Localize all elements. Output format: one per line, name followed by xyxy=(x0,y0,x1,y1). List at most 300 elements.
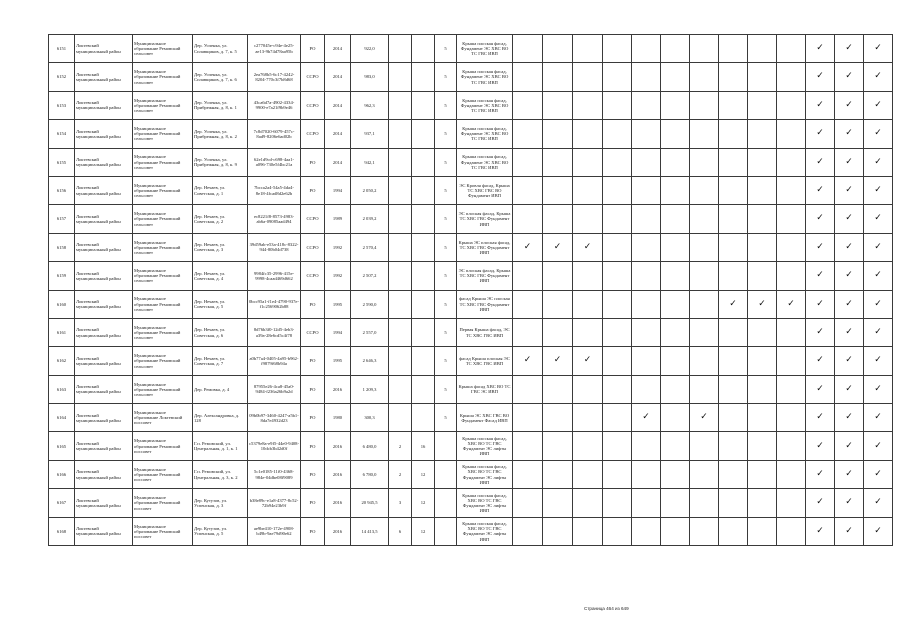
checkmark-icon: ✓ xyxy=(874,355,882,366)
floors-count-cell xyxy=(389,35,412,63)
work-mark-cell-7 xyxy=(690,148,719,176)
work-mark-cell-8 xyxy=(719,432,748,460)
work-mark-cell-5 xyxy=(632,120,661,148)
house-address-cell: Дер. Успенка, ул. Прибрежная, д. 8, к. 2 xyxy=(193,120,248,148)
entrances-count-cell xyxy=(412,120,435,148)
work-mark-cell-2 xyxy=(543,35,573,63)
work-mark-cell-12 xyxy=(835,347,864,375)
total-area-cell: 937,1 xyxy=(351,120,389,148)
checkmark-icon: ✓ xyxy=(583,241,592,252)
work-mark-cell-2 xyxy=(543,347,573,375)
checkmark-icon: ✓ xyxy=(816,128,824,139)
work-mark-cell-4 xyxy=(603,318,632,346)
work-mark-cell-3 xyxy=(573,205,603,233)
floors-count-cell xyxy=(389,63,412,91)
work-mark-cell-8 xyxy=(719,517,748,545)
work-mark-cell-4 xyxy=(603,432,632,460)
floors-count-cell xyxy=(389,233,412,261)
work-mark-cell-13 xyxy=(864,63,893,91)
work-mark-cell-4 xyxy=(603,120,632,148)
house-address-cell: Дер. Успенка, ул. Сплавщиков, д. 7, к. 5 xyxy=(193,35,248,63)
work-mark-cell-13 xyxy=(864,290,893,318)
work-mark-cell-7 xyxy=(690,432,719,460)
build-year-cell: 1994 xyxy=(325,318,351,346)
entrances-count-cell xyxy=(412,35,435,63)
house-guid-cell: 39d59ab-e53a-418c-8322-944-80b04d738 xyxy=(248,233,301,261)
work-mark-cell-8 xyxy=(719,176,748,204)
checkmark-icon: ✓ xyxy=(758,298,766,309)
checkmark-icon: ✓ xyxy=(845,525,853,536)
work-mark-cell-12 xyxy=(835,63,864,91)
work-mark-cell-6 xyxy=(661,63,690,91)
work-mark-cell-8 xyxy=(719,35,748,63)
floors-count-cell xyxy=(389,347,412,375)
work-mark-cell-7 xyxy=(690,120,719,148)
municipal-district-cell: Локтевский муниципальный район xyxy=(75,176,133,204)
work-mark-cell-9 xyxy=(748,91,777,119)
work-mark-cell-10 xyxy=(777,404,806,432)
work-mark-cell-12 xyxy=(835,120,864,148)
checkmark-icon: ✓ xyxy=(874,71,882,82)
municipal-entity-cell: Муниципальное образование Ремовский сельсовет xyxy=(133,148,193,176)
work-mark-cell-9 xyxy=(748,262,777,290)
checkmark-icon: ✓ xyxy=(874,128,882,139)
municipal-district-cell: Локтевский муниципальный район xyxy=(75,148,133,176)
work-mark-cell-3 xyxy=(573,290,603,318)
work-mark-cell-9 xyxy=(748,460,777,488)
repair-works-cell: Крыша плоская фасад, Фундамент ЭС ХВС ВО ТС ГВС ИВП xyxy=(457,120,513,148)
work-mark-cell-10 xyxy=(777,63,806,91)
work-mark-cell-2 xyxy=(543,148,573,176)
checkmark-icon: ✓ xyxy=(845,497,853,508)
checkmark-icon: ✓ xyxy=(816,440,824,451)
work-mark-cell-8 xyxy=(719,318,748,346)
work-mark-cell-6 xyxy=(661,148,690,176)
work-mark-cell-3 xyxy=(573,404,603,432)
work-mark-cell-12 xyxy=(835,318,864,346)
wall-material-cell: 5 xyxy=(435,205,457,233)
work-mark-cell-6 xyxy=(661,120,690,148)
checkmark-icon: ✓ xyxy=(729,298,737,309)
checkmark-icon: ✓ xyxy=(845,298,853,309)
housing-register-table xyxy=(48,34,893,546)
work-mark-cell-3 xyxy=(573,35,603,63)
entrances-count-cell xyxy=(412,347,435,375)
floors-count-cell: 2 xyxy=(389,460,412,488)
checkmark-icon: ✓ xyxy=(874,270,882,281)
work-mark-cell-12 xyxy=(835,91,864,119)
work-mark-cell-9 xyxy=(748,233,777,261)
house-address-cell: Дер. Александровка, д. 128 xyxy=(193,404,248,432)
work-mark-cell-3 xyxy=(573,176,603,204)
municipal-district-cell: Локтевский муниципальный район xyxy=(75,347,133,375)
row-number-cell: 6163 xyxy=(49,375,75,403)
work-mark-cell-7 xyxy=(690,205,719,233)
build-year-cell: 1994 xyxy=(325,176,351,204)
repair-works-cell: Крыша плоская фасад, ХВС ВО ТС ГВС Фундамент ЭС лифты ИВП xyxy=(457,460,513,488)
work-mark-cell-3 xyxy=(573,460,603,488)
work-mark-cell-5 xyxy=(632,290,661,318)
work-mark-cell-10 xyxy=(777,517,806,545)
entrances-count-cell xyxy=(412,375,435,403)
municipal-entity-cell: Муниципальное образование Ремовский поссовет xyxy=(133,517,193,545)
work-mark-cell-1 xyxy=(513,35,543,63)
repair-works-cell: Крыша плоская фасад, Фундамент ЭС ХВС ВО ТС ГВС ИВП xyxy=(457,35,513,63)
work-mark-cell-9 xyxy=(748,148,777,176)
work-mark-cell-5 xyxy=(632,318,661,346)
table-row xyxy=(49,318,893,346)
house-address-cell: Г.п. Ремовский, ул. Центральная, д. 1, к. 1 xyxy=(193,432,248,460)
work-mark-cell-10 xyxy=(777,318,806,346)
municipal-entity-cell: Муниципальное образование Локтевский поссовет xyxy=(133,404,193,432)
work-mark-cell-5 xyxy=(632,404,661,432)
work-mark-cell-3 xyxy=(573,63,603,91)
work-mark-cell-2 xyxy=(543,460,573,488)
work-mark-cell-4 xyxy=(603,262,632,290)
work-mark-cell-9 xyxy=(748,176,777,204)
work-mark-cell-7 xyxy=(690,375,719,403)
municipal-entity-cell: Муниципальное образование Ремовский сельсовет xyxy=(133,63,193,91)
work-mark-cell-9 xyxy=(748,432,777,460)
table-row xyxy=(49,262,893,290)
checkmark-icon: ✓ xyxy=(816,241,824,252)
work-mark-cell-2 xyxy=(543,517,573,545)
build-year-cell: 1995 xyxy=(325,347,351,375)
municipal-entity-cell: Муниципальное образование Ремовский сельсовет xyxy=(133,35,193,63)
management-type-cell: РО xyxy=(301,517,325,545)
house-address-cell: Дер. Ремовка, д. 4 xyxy=(193,375,248,403)
row-number-cell: 6162 xyxy=(49,347,75,375)
work-mark-cell-6 xyxy=(661,318,690,346)
work-mark-cell-9 xyxy=(748,347,777,375)
work-mark-cell-5 xyxy=(632,35,661,63)
wall-material-cell: 5 xyxy=(435,35,457,63)
management-type-cell: РО xyxy=(301,176,325,204)
checkmark-icon: ✓ xyxy=(874,412,882,423)
work-mark-cell-3 xyxy=(573,120,603,148)
build-year-cell: 1992 xyxy=(325,233,351,261)
table-row xyxy=(49,517,893,545)
municipal-entity-cell: Муниципальное образование Ремовский сельсовет xyxy=(133,347,193,375)
checkmark-icon: ✓ xyxy=(816,355,824,366)
table-row xyxy=(49,290,893,318)
municipal-entity-cell: Муниципальное образование Ремовский сельсовет xyxy=(133,120,193,148)
floors-count-cell xyxy=(389,120,412,148)
municipal-district-cell: Локтевский муниципальный район xyxy=(75,290,133,318)
work-mark-cell-1 xyxy=(513,176,543,204)
work-mark-cell-9 xyxy=(748,63,777,91)
repair-works-cell: Крыша плоская фасад, Фундамент ЭС ХВС ВО ТС ГВС ИВП xyxy=(457,148,513,176)
municipal-district-cell: Локтевский муниципальный район xyxy=(75,432,133,460)
municipal-entity-cell: Муниципальное образование Ремовский сельсовет xyxy=(133,91,193,119)
work-mark-cell-7 xyxy=(690,489,719,517)
wall-material-cell: 5 xyxy=(435,347,457,375)
work-mark-cell-11 xyxy=(806,262,835,290)
wall-material-cell xyxy=(435,489,457,517)
management-type-cell: РО xyxy=(301,290,325,318)
work-mark-cell-6 xyxy=(661,460,690,488)
build-year-cell: 2016 xyxy=(325,489,351,517)
build-year-cell: 2014 xyxy=(325,91,351,119)
house-address-cell: Дер. Нечаев, ул. Советская, д. 1 xyxy=(193,176,248,204)
floors-count-cell xyxy=(389,318,412,346)
work-mark-cell-13 xyxy=(864,91,893,119)
work-mark-cell-8 xyxy=(719,148,748,176)
work-mark-cell-6 xyxy=(661,489,690,517)
checkmark-icon: ✓ xyxy=(874,525,882,536)
work-mark-cell-8 xyxy=(719,233,748,261)
management-type-cell: ССРО xyxy=(301,91,325,119)
wall-material-cell: 5 xyxy=(435,375,457,403)
row-number-cell: 6159 xyxy=(49,262,75,290)
entrances-count-cell xyxy=(412,176,435,204)
municipal-district-cell: Локтевский муниципальный район xyxy=(75,35,133,63)
entrances-count-cell xyxy=(412,318,435,346)
work-mark-cell-6 xyxy=(661,404,690,432)
municipal-district-cell: Локтевский муниципальный район xyxy=(75,120,133,148)
work-mark-cell-4 xyxy=(603,375,632,403)
work-mark-cell-2 xyxy=(543,120,573,148)
wall-material-cell: 5 xyxy=(435,63,457,91)
work-mark-cell-8 xyxy=(719,262,748,290)
work-mark-cell-8 xyxy=(719,489,748,517)
work-mark-cell-12 xyxy=(835,148,864,176)
work-mark-cell-10 xyxy=(777,460,806,488)
checkmark-icon: ✓ xyxy=(816,412,824,423)
checkmark-icon: ✓ xyxy=(845,43,853,54)
wall-material-cell xyxy=(435,460,457,488)
checkmark-icon: ✓ xyxy=(816,43,824,54)
register-rows xyxy=(49,35,893,546)
work-mark-cell-1 xyxy=(513,91,543,119)
house-address-cell: Дер. Кутузов, ул. Успенская, д. 3 xyxy=(193,489,248,517)
wall-material-cell xyxy=(435,432,457,460)
entrances-count-cell xyxy=(412,404,435,432)
work-mark-cell-8 xyxy=(719,205,748,233)
municipal-entity-cell: Муниципальное образование Ремовский сельсовет xyxy=(133,318,193,346)
work-mark-cell-12 xyxy=(835,489,864,517)
work-mark-cell-4 xyxy=(603,489,632,517)
management-type-cell: РО xyxy=(301,489,325,517)
work-mark-cell-6 xyxy=(661,91,690,119)
work-mark-cell-7 xyxy=(690,517,719,545)
table-row xyxy=(49,460,893,488)
work-mark-cell-13 xyxy=(864,517,893,545)
row-number-cell: 6154 xyxy=(49,120,75,148)
management-type-cell: РО xyxy=(301,460,325,488)
work-mark-cell-11 xyxy=(806,432,835,460)
work-mark-cell-6 xyxy=(661,432,690,460)
work-mark-cell-4 xyxy=(603,404,632,432)
total-area-cell: 2 570,4 xyxy=(351,233,389,261)
work-mark-cell-11 xyxy=(806,290,835,318)
work-mark-cell-11 xyxy=(806,148,835,176)
total-area-cell: 962,3 xyxy=(351,91,389,119)
floors-count-cell: 6 xyxy=(389,517,412,545)
wall-material-cell: 5 xyxy=(435,148,457,176)
work-mark-cell-3 xyxy=(573,318,603,346)
municipal-district-cell: Локтевский муниципальный район xyxy=(75,404,133,432)
work-mark-cell-7 xyxy=(690,460,719,488)
work-mark-cell-7 xyxy=(690,318,719,346)
work-mark-cell-12 xyxy=(835,35,864,63)
checkmark-icon: ✓ xyxy=(816,213,824,224)
work-mark-cell-11 xyxy=(806,489,835,517)
work-mark-cell-11 xyxy=(806,120,835,148)
work-mark-cell-2 xyxy=(543,91,573,119)
total-area-cell: 2 050,2 xyxy=(351,176,389,204)
house-guid-cell: 43ca6d7a-4902-4334-9900-e7a21f9b9e46 xyxy=(248,91,301,119)
work-mark-cell-10 xyxy=(777,120,806,148)
entrances-count-cell: 16 xyxy=(412,432,435,460)
build-year-cell: 1995 xyxy=(325,290,351,318)
work-mark-cell-4 xyxy=(603,63,632,91)
checkmark-icon: ✓ xyxy=(816,99,824,110)
repair-works-cell: Крыша ЭС ХВС ГВС ВО Фундамент Фасад ИВП xyxy=(457,404,513,432)
wall-material-cell: 5 xyxy=(435,120,457,148)
work-mark-cell-8 xyxy=(719,91,748,119)
checkmark-icon: ✓ xyxy=(816,525,824,536)
total-area-cell: 2 039,2 xyxy=(351,205,389,233)
work-mark-cell-12 xyxy=(835,176,864,204)
checkmark-icon: ✓ xyxy=(845,440,853,451)
checkmark-icon: ✓ xyxy=(845,412,853,423)
repair-works-cell: ЭС плоская фасад, Крыша ТС ХВС ГВС Фундамент ИВП xyxy=(457,262,513,290)
work-mark-cell-2 xyxy=(543,233,573,261)
work-mark-cell-5 xyxy=(632,91,661,119)
checkmark-icon: ✓ xyxy=(874,298,882,309)
work-mark-cell-11 xyxy=(806,460,835,488)
work-mark-cell-13 xyxy=(864,347,893,375)
checkmark-icon: ✓ xyxy=(816,468,824,479)
municipal-district-cell: Локтевский муниципальный район xyxy=(75,233,133,261)
checkmark-icon: ✓ xyxy=(845,468,853,479)
house-guid-cell: 2ea768b5-6c17-4242-8204-770c3f7b8d68 xyxy=(248,63,301,91)
work-mark-cell-8 xyxy=(719,120,748,148)
work-mark-cell-11 xyxy=(806,233,835,261)
wall-material-cell: 5 xyxy=(435,318,457,346)
total-area-cell: 2 646,3 xyxy=(351,347,389,375)
municipal-district-cell: Локтевский муниципальный район xyxy=(75,460,133,488)
entrances-count-cell xyxy=(412,148,435,176)
entrances-count-cell xyxy=(412,290,435,318)
work-mark-cell-1 xyxy=(513,432,543,460)
checkmark-icon: ✓ xyxy=(874,440,882,451)
total-area-cell: 300,3 xyxy=(351,404,389,432)
build-year-cell: 2016 xyxy=(325,460,351,488)
management-type-cell: ССРО xyxy=(301,262,325,290)
work-mark-cell-11 xyxy=(806,91,835,119)
work-mark-cell-6 xyxy=(661,35,690,63)
build-year-cell: 1989 xyxy=(325,205,351,233)
work-mark-cell-1 xyxy=(513,262,543,290)
work-mark-cell-11 xyxy=(806,318,835,346)
work-mark-cell-6 xyxy=(661,375,690,403)
work-mark-cell-4 xyxy=(603,91,632,119)
checkmark-icon: ✓ xyxy=(874,185,882,196)
work-mark-cell-12 xyxy=(835,460,864,488)
house-address-cell: Дер. Нечаев, ул. Советская, д. 5 xyxy=(193,290,248,318)
work-mark-cell-5 xyxy=(632,460,661,488)
work-mark-cell-10 xyxy=(777,347,806,375)
work-mark-cell-7 xyxy=(690,262,719,290)
floors-count-cell xyxy=(389,176,412,204)
work-mark-cell-2 xyxy=(543,290,573,318)
work-mark-cell-7 xyxy=(690,290,719,318)
work-mark-cell-1 xyxy=(513,375,543,403)
work-mark-cell-5 xyxy=(632,63,661,91)
repair-works-cell: ЭС Кровля фасад, Крыша ТС ХВС ГВС ВО Фундамент ИВП xyxy=(457,176,513,204)
house-guid-cell: 9984fc35-2996-415e-9998-4caad469d662 xyxy=(248,262,301,290)
table-row xyxy=(49,347,893,375)
work-mark-cell-13 xyxy=(864,205,893,233)
work-mark-cell-10 xyxy=(777,205,806,233)
work-mark-cell-6 xyxy=(661,517,690,545)
work-mark-cell-3 xyxy=(573,432,603,460)
work-mark-cell-10 xyxy=(777,176,806,204)
work-mark-cell-13 xyxy=(864,148,893,176)
house-address-cell: Дер. Успенка, ул. Сплавщиков, д. 7, к. 6 xyxy=(193,63,248,91)
repair-works-cell: Первая Крыша фасад, ЭС ТС ХВС ГВС ИВП xyxy=(457,318,513,346)
table-row xyxy=(49,233,893,261)
house-guid-cell: 0bcc95a1-f1e4-4790-937e-f1c2569062b88 xyxy=(248,290,301,318)
checkmark-icon: ✓ xyxy=(845,383,853,394)
work-mark-cell-1 xyxy=(513,233,543,261)
house-guid-cell: 8d76b3f0-12d5-4eb3-a39a-28e6cd5c4f78 xyxy=(248,318,301,346)
entrances-count-cell xyxy=(412,205,435,233)
table-row xyxy=(49,148,893,176)
work-mark-cell-7 xyxy=(690,176,719,204)
work-mark-cell-8 xyxy=(719,290,748,318)
work-mark-cell-9 xyxy=(748,517,777,545)
work-mark-cell-3 xyxy=(573,489,603,517)
house-guid-cell: ec8221f8-8573-4983-ab6a-09085aad494 xyxy=(248,205,301,233)
work-mark-cell-4 xyxy=(603,205,632,233)
work-mark-cell-8 xyxy=(719,460,748,488)
work-mark-cell-12 xyxy=(835,290,864,318)
work-mark-cell-6 xyxy=(661,347,690,375)
work-mark-cell-13 xyxy=(864,233,893,261)
work-mark-cell-10 xyxy=(777,432,806,460)
register-sheet xyxy=(48,34,882,546)
checkmark-icon: ✓ xyxy=(816,497,824,508)
municipal-entity-cell: Муниципальное образование Ремовский поссовет xyxy=(133,489,193,517)
checkmark-icon: ✓ xyxy=(845,128,853,139)
entrances-count-cell xyxy=(412,63,435,91)
checkmark-icon: ✓ xyxy=(700,412,708,423)
house-address-cell: Дер. Кутузов, ул. Успенская, д. 5 xyxy=(193,517,248,545)
checkmark-icon: ✓ xyxy=(874,156,882,167)
work-mark-cell-2 xyxy=(543,205,573,233)
work-mark-cell-13 xyxy=(864,404,893,432)
work-mark-cell-8 xyxy=(719,404,748,432)
checkmark-icon: ✓ xyxy=(523,355,532,366)
work-mark-cell-10 xyxy=(777,489,806,517)
checkmark-icon: ✓ xyxy=(816,298,824,309)
management-type-cell: ССРО xyxy=(301,63,325,91)
work-mark-cell-7 xyxy=(690,35,719,63)
repair-works-cell: Крыша плоская фасад, ХВС ВО ТС ГВС Фундамент ЭС лифты ИВП xyxy=(457,517,513,545)
repair-works-cell: ЭС плоская фасад, Крыша ТС ХВС ГВС Фундамент ИВП xyxy=(457,205,513,233)
work-mark-cell-3 xyxy=(573,233,603,261)
entrances-count-cell: 12 xyxy=(412,489,435,517)
row-number-cell: 6165 xyxy=(49,432,75,460)
wall-material-cell: 5 xyxy=(435,290,457,318)
work-mark-cell-11 xyxy=(806,517,835,545)
work-mark-cell-4 xyxy=(603,148,632,176)
checkmark-icon: ✓ xyxy=(816,71,824,82)
work-mark-cell-2 xyxy=(543,404,573,432)
